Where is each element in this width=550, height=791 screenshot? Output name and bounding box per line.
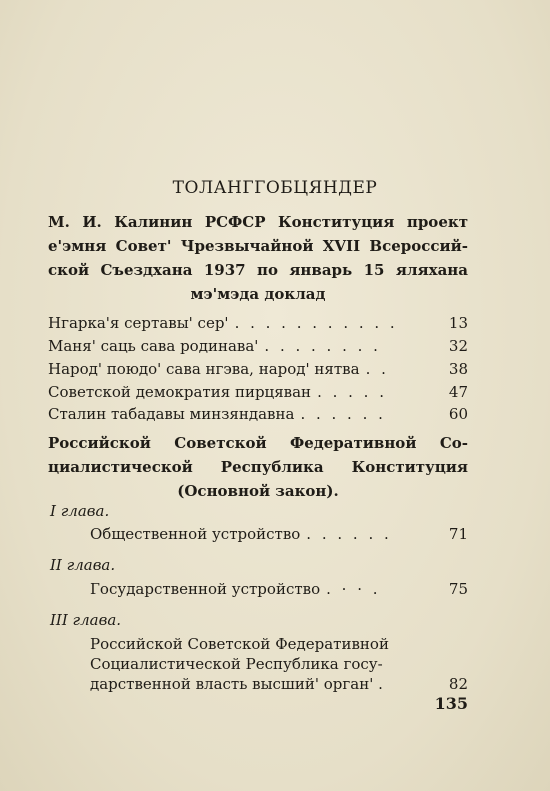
toc-entry-text: Нгарка'я сертавы' сер' — [48, 314, 229, 332]
toc-leader-dots: . . . . . . — [306, 525, 392, 543]
toc-page-number: 32 — [448, 337, 468, 355]
toc-entry-text: Советской демократия пирцяван — [48, 383, 312, 401]
toc-page-number: 75 — [448, 580, 468, 598]
toc-entry-text: Государственной устройство — [90, 580, 321, 598]
toc-leader-dots: . · · . — [326, 580, 381, 598]
constitution-heading-line: циалистической Республика Конституция — [48, 458, 468, 476]
chapter-label: I глава. — [50, 502, 110, 520]
toc-entry[interactable] — [48, 360, 468, 382]
report-heading — [48, 210, 468, 306]
page-number: 135 — [434, 694, 468, 713]
toc-entry-last-line — [90, 674, 468, 694]
toc-leader-dots: . . . . . . . . . . . — [234, 314, 398, 332]
toc-page-number: 38 — [448, 360, 468, 378]
constitution-heading-line: (Основной закон). — [177, 482, 339, 500]
constitution-heading — [48, 431, 468, 503]
toc-leader-dots: . . . . . . — [300, 405, 386, 423]
toc-page-number: 60 — [448, 405, 468, 423]
toc-leader-dots: . . . . . . . . — [264, 337, 381, 355]
toc-entry-text: Сталин табадавы минзяндавна — [48, 405, 295, 423]
page-title: ТОЛАНГГОБЦЯНДЕР — [172, 178, 378, 198]
report-heading-line: е'эмня Совет' Чрезвычайной XVII Всероссий- — [48, 237, 468, 255]
report-heading-line: мэ'мэда доклад — [190, 285, 326, 303]
report-heading-line: М. И. Калинин РСФСР Конституция проект — [48, 213, 468, 231]
toc-leader-dots: . . — [365, 360, 389, 378]
toc-entry-text: Российской Советской Федеративной — [90, 635, 389, 653]
toc-entry[interactable] — [48, 314, 468, 336]
toc-page-number: 47 — [448, 383, 468, 401]
toc-page-number: 13 — [448, 314, 468, 332]
toc-page-number: 71 — [448, 525, 468, 543]
toc-entry[interactable] — [90, 525, 468, 547]
toc-entry-text: дарственной власть высший' орган' . — [90, 675, 383, 693]
toc-leader-dots: . . . . . — [317, 383, 387, 401]
report-heading-line: ской Съездхана 1937 по январь 15 яляхана — [48, 261, 468, 279]
toc-entry-text: Народ' поюдо' сава нгэва, народ' нятва — [48, 360, 360, 378]
toc-page-number: 82 — [448, 675, 468, 693]
chapter-label: III глава. — [50, 611, 122, 629]
toc-entry-text: Маня' саць сава родинава' — [48, 337, 259, 355]
toc-entry[interactable] — [48, 337, 468, 359]
toc-entry-text: Социалистической Республика госу- — [90, 655, 383, 673]
toc-entry-text: Общественной устройство — [90, 525, 301, 543]
toc-entry[interactable] — [90, 580, 468, 602]
toc-entry[interactable] — [48, 383, 468, 405]
toc-entry[interactable] — [90, 634, 468, 694]
constitution-heading-line: Российской Советской Федеративной Со- — [48, 434, 468, 452]
toc-entry[interactable] — [48, 405, 468, 427]
chapter-label: II глава. — [50, 556, 116, 574]
